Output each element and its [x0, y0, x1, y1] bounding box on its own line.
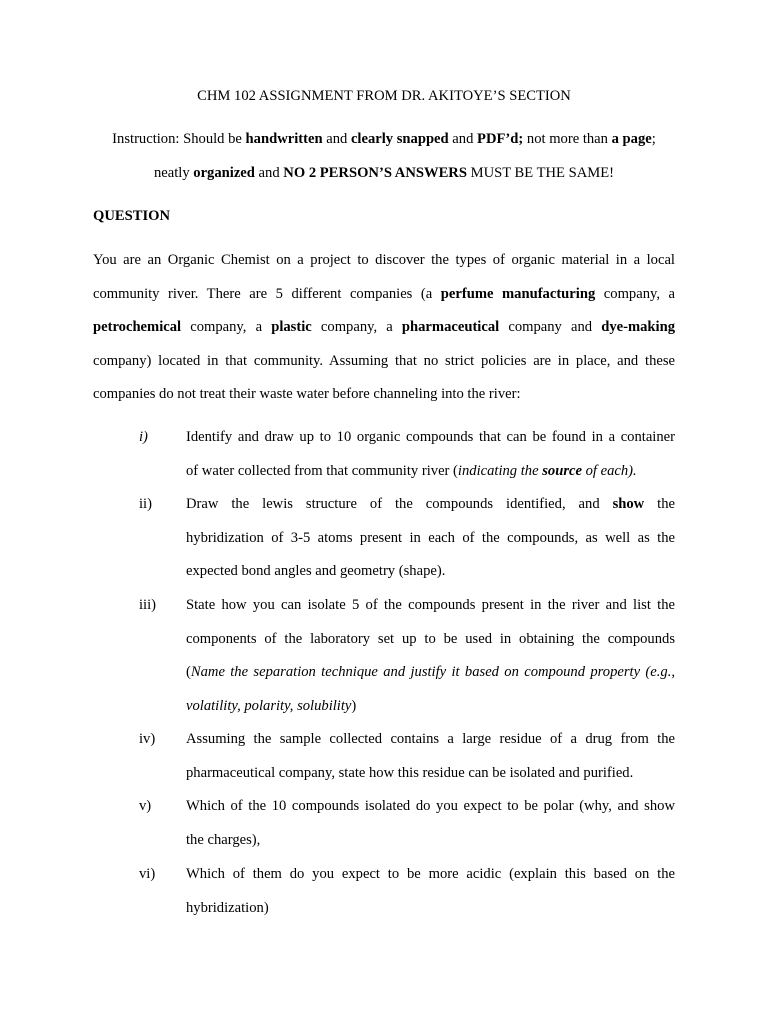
- intro-line-4: company) located in that community. Assuming that no strict policies are in place, and these: [93, 352, 675, 369]
- item-text: State how you can isolate 5 of the compounds present in the river and list the components of the laboratory set up to be used in obtaining the compounds (Name the separation technique and justify it based on compound property (e.g., volatility, polarity, solubility): [186, 597, 675, 714]
- instruction-line-1: Instruction: Should be handwritten and clearly snapped and PDF’d; not more than a page;: [112, 131, 656, 147]
- item-text: Which of them do you expect to be more acidic (explain this based on the hybridization): [186, 866, 675, 916]
- item-number: vi): [139, 866, 156, 882]
- item-text: Draw the lewis structure of the compounds identified, and show the hybridization of 3-5 atoms present in each of the compounds, as well as the expected bond angles and geometry (shape).: [186, 496, 675, 579]
- item-number: v): [139, 798, 152, 814]
- item-text: Identify and draw up to 10 organic compounds that can be found in a container of water collected from that community river (indicating the source of each).: [186, 429, 675, 479]
- item-text: Which of the 10 compounds isolated do you expect to be polar (why, and show the charges),: [186, 798, 675, 848]
- intro-line-2: community river. There are 5 different companies (a perfume manufacturing company, a: [93, 285, 675, 302]
- item-number: ii): [139, 496, 152, 512]
- instruction-line-2: neatly organized and NO 2 PERSON’S ANSWERS MUST BE THE SAME!: [153, 165, 615, 181]
- question-heading: QUESTION: [93, 208, 171, 224]
- item-text: Assuming the sample collected contains a large residue of a drug from the pharmaceutical company, state how this residue can be isolated and purified.: [186, 731, 675, 781]
- item-number: iv): [139, 731, 156, 747]
- item-number: iii): [139, 597, 157, 613]
- intro-line-3: petrochemical company, a plastic company, a pharmaceutical company and dye-making: [93, 319, 676, 335]
- intro-line-5: companies do not treat their waste water before channeling into the river:: [93, 386, 521, 402]
- document-title: CHM 102 ASSIGNMENT FROM DR. AKITOYE’S SECTION: [197, 88, 571, 104]
- item-number: i): [139, 429, 148, 445]
- question-intro: [93, 251, 675, 419]
- intro-line-1: You are an Organic Chemist on a project to discover the types of organic material in a local: [93, 252, 675, 268]
